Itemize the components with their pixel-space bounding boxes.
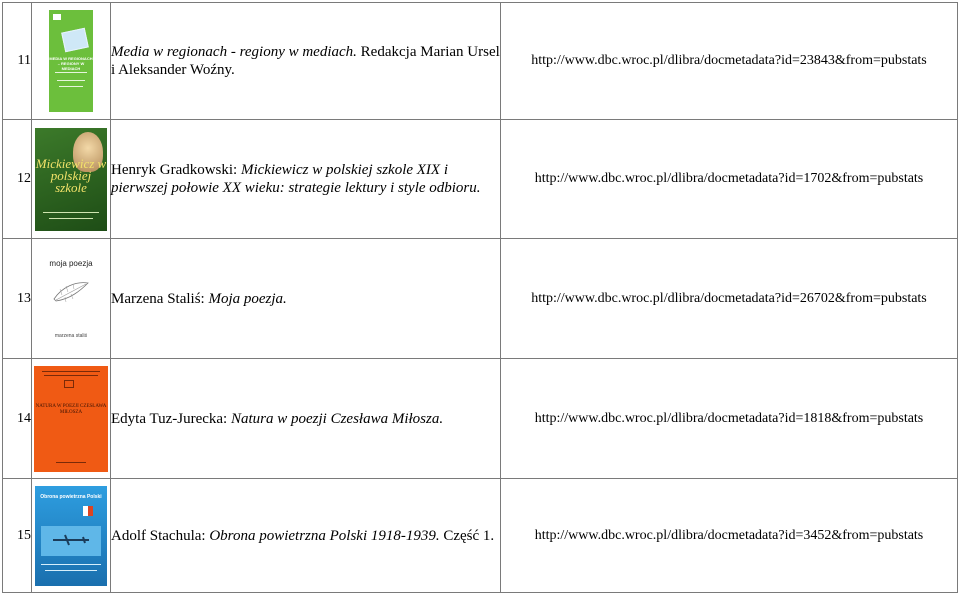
book-description (111, 3, 501, 120)
cover-cell (32, 120, 111, 239)
row-number: 14 (3, 359, 32, 479)
cover-title: MEDIA W REGIONACH – REGIONY W MEDIACH (49, 56, 93, 71)
book-link[interactable]: http://www.dbc.wroc.pl/dlibra/docmetadata?id=1702&from=pubstats (501, 120, 958, 239)
book-cover-image[interactable] (35, 486, 107, 586)
book-link[interactable]: http://www.dbc.wroc.pl/dlibra/docmetadata?id=3452&from=pubstats (501, 479, 958, 593)
cover-title: NATURA W POEZJI CZESŁAWA MIŁOSZA (35, 403, 107, 415)
book-cover-image[interactable] (49, 10, 93, 112)
book-cover-image[interactable] (34, 366, 108, 472)
row-number: 12 (3, 120, 32, 239)
book-author: Marzena Staliś: (111, 290, 209, 307)
table-row (3, 479, 958, 593)
book-title: Obrona powietrzna Polski 1918-1939. (209, 527, 440, 544)
book-author: Henryk Gradkowski: (111, 162, 241, 178)
book-link[interactable]: http://www.dbc.wroc.pl/dlibra/docmetadata?id=26702&from=pubstats (501, 239, 958, 359)
book-author: Edyta Tuz-Jurecka: (111, 410, 231, 427)
cover-author: marzena staliś (54, 332, 88, 339)
book-title: Natura w poezji Czesława Miłosza. (230, 410, 444, 427)
book-title: Mickiewicz w polskiej szkole XIX i pierwszej połowie XX wieku: strategie lektury i style odbioru. (111, 162, 481, 196)
book-details: Część 1. (439, 527, 495, 544)
cover-title: Mickiewicz w polskiej szkole (35, 155, 107, 195)
book-cover-image[interactable] (35, 128, 107, 231)
row-number: 11 (3, 3, 32, 120)
book-link[interactable]: http://www.dbc.wroc.pl/dlibra/docmetadata?id=1818&from=pubstats (501, 359, 958, 479)
book-author: Adolf Stachula: (111, 527, 210, 544)
cover-title: moja poezja (49, 258, 93, 268)
table-row (3, 359, 958, 479)
book-details: Redakcja Marian Ursel i Aleksander Woźny. (111, 44, 500, 78)
book-title: Media w regionach - regiony w mediach. (111, 44, 357, 60)
cover-cell (32, 239, 111, 359)
book-title: Moja poezja. (208, 290, 287, 307)
row-number: 15 (3, 479, 32, 593)
table-row (3, 120, 958, 239)
book-link[interactable]: http://www.dbc.wroc.pl/dlibra/docmetadata?id=23843&from=pubstats (501, 3, 958, 120)
row-number: 13 (3, 239, 32, 359)
airplane-icon (51, 532, 91, 548)
table-row (3, 3, 958, 120)
cover-title: Obrona powietrzna Polski (40, 493, 102, 500)
cover-cell (32, 359, 111, 479)
book-description (111, 239, 501, 359)
book-description (111, 479, 501, 593)
cover-cell (32, 479, 111, 593)
publications-table (2, 2, 958, 593)
table-row (3, 239, 958, 359)
book-description (111, 359, 501, 479)
book-description (111, 120, 501, 239)
cover-cell (32, 3, 111, 120)
book-cover-image[interactable] (34, 257, 108, 341)
feather-icon (52, 279, 90, 305)
